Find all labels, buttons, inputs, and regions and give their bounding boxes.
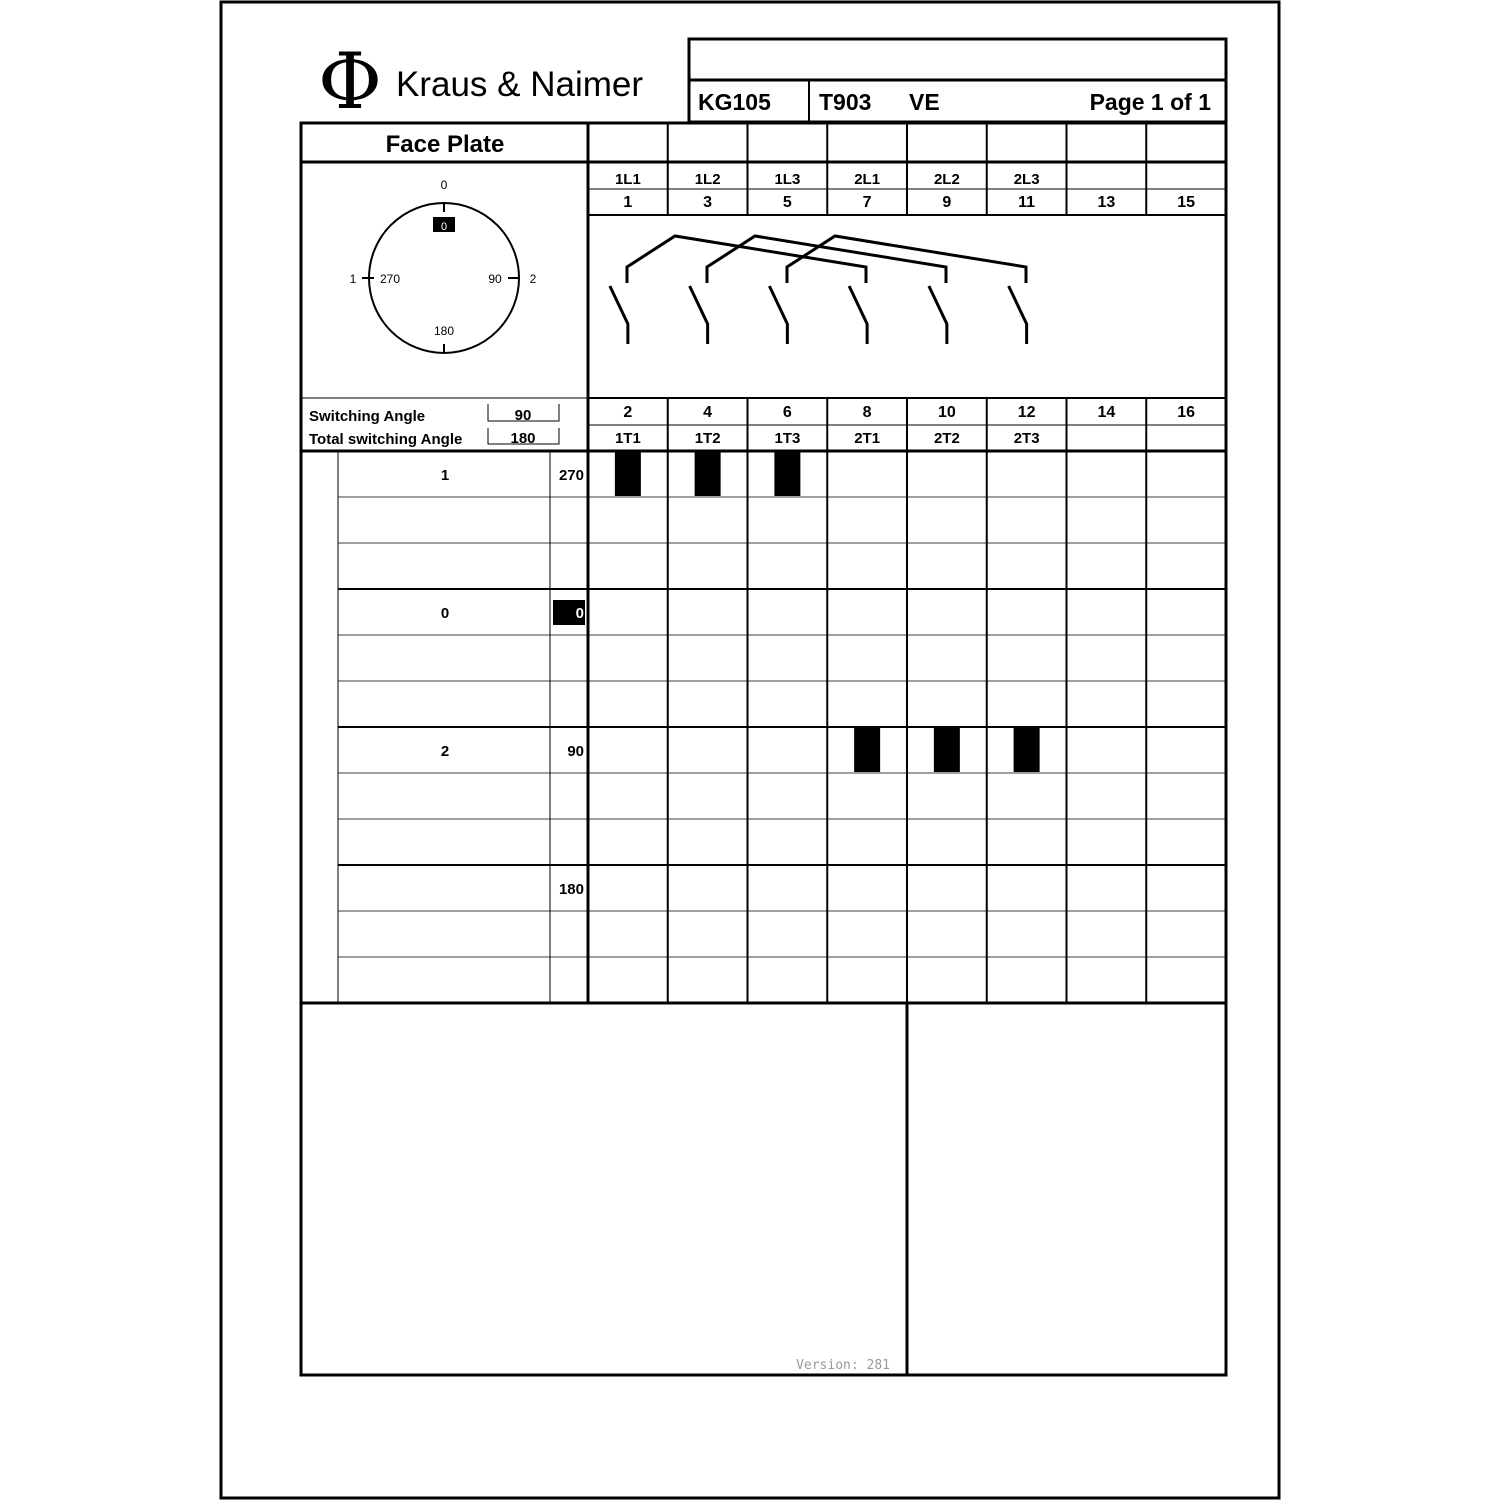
face-plate-title: Face Plate — [385, 131, 505, 158]
dial-inner-right: 90 — [488, 272, 502, 286]
switching-table — [338, 123, 1226, 1003]
output-terminal-number: 14 — [1097, 404, 1116, 421]
load-terminal-label: 2T3 — [1013, 430, 1040, 447]
title-block — [689, 39, 1226, 122]
angle-label: 90 — [567, 743, 584, 760]
contact-symbol — [690, 286, 708, 344]
line-terminal-label: 1L1 — [614, 171, 641, 188]
output-terminal-number: 16 — [1177, 404, 1196, 421]
dial-inner-left: 270 — [379, 272, 401, 286]
closed-contact-marker — [934, 728, 960, 772]
input-terminal-number: 15 — [1177, 194, 1196, 211]
load-terminal-label: 2T1 — [854, 430, 881, 447]
page-frame — [221, 2, 1279, 1498]
output-terminal-number: 12 — [1017, 404, 1036, 421]
position-rows — [441, 452, 1040, 898]
closed-contact-marker — [1014, 728, 1040, 772]
total-angle-label: Total switching Angle — [309, 431, 463, 448]
page-indicator: Page 1 of 1 — [1089, 89, 1211, 115]
input-terminal-number: 5 — [782, 194, 792, 211]
line-terminal-label: 1L3 — [774, 171, 801, 188]
line-terminal-label: 1L2 — [694, 171, 721, 188]
contact-symbol — [849, 286, 867, 344]
closed-contact-marker — [695, 452, 721, 496]
total-angle-value: 180 — [510, 430, 536, 447]
program-code: T903 — [819, 89, 872, 115]
input-terminal-number: 13 — [1097, 194, 1116, 211]
angle-label: 270 — [558, 467, 584, 484]
angle-label: 180 — [558, 881, 584, 898]
phi-logo-icon: Φ — [318, 37, 382, 127]
variant-code: VE — [909, 89, 940, 115]
position-label: 2 — [440, 743, 450, 760]
load-terminal-label: 2T2 — [933, 430, 960, 447]
input-terminal-number: 7 — [862, 194, 872, 211]
position-label: 1 — [440, 467, 450, 484]
output-terminal-number: 4 — [703, 404, 713, 421]
switching-angle-block — [301, 398, 588, 448]
position-label: 0 — [440, 605, 450, 622]
input-terminal-number: 11 — [1018, 194, 1036, 211]
contact-symbol — [769, 286, 787, 344]
contact-columns — [610, 171, 1195, 447]
version-label: Version: 281 — [796, 1358, 890, 1373]
dial-outer-right: 2 — [529, 272, 537, 286]
output-terminal-number: 6 — [782, 404, 792, 421]
brand-name: Kraus & Naimer — [396, 65, 644, 104]
closed-contact-marker — [854, 728, 880, 772]
contact-symbol — [1009, 286, 1027, 344]
dial-outer-top: 0 — [440, 178, 448, 192]
main-frame — [301, 123, 1226, 1375]
switching-angle-label: Switching Angle — [309, 408, 426, 425]
load-terminal-label: 1T2 — [694, 430, 721, 447]
output-terminal-number: 2 — [623, 404, 633, 421]
closed-contact-marker — [774, 452, 800, 496]
brand-logo — [318, 37, 643, 127]
contact-symbol — [610, 286, 628, 344]
model-number: KG105 — [698, 89, 771, 115]
load-terminal-label: 1T1 — [614, 430, 641, 447]
dial-inner-bottom: 180 — [433, 324, 455, 338]
contact-symbol — [929, 286, 947, 344]
switching-angle-value: 90 — [514, 407, 532, 424]
output-terminal-number: 10 — [937, 404, 956, 421]
output-terminal-number: 8 — [862, 404, 872, 421]
angle-label: 0 — [575, 605, 584, 622]
line-terminal-label: 2L2 — [933, 171, 960, 188]
input-terminal-number: 9 — [942, 194, 952, 211]
input-terminal-number: 3 — [703, 194, 713, 211]
load-terminal-label: 1T3 — [774, 430, 801, 447]
closed-contact-marker — [615, 452, 641, 496]
input-terminal-number: 1 — [623, 194, 633, 211]
contact-linkage — [627, 236, 1026, 283]
line-terminal-label: 2L1 — [854, 171, 881, 188]
dial-outer-left: 1 — [349, 272, 357, 286]
face-plate-dial — [350, 178, 537, 353]
dial-inner-top: 0 — [440, 221, 448, 233]
line-terminal-label: 2L3 — [1013, 171, 1040, 188]
